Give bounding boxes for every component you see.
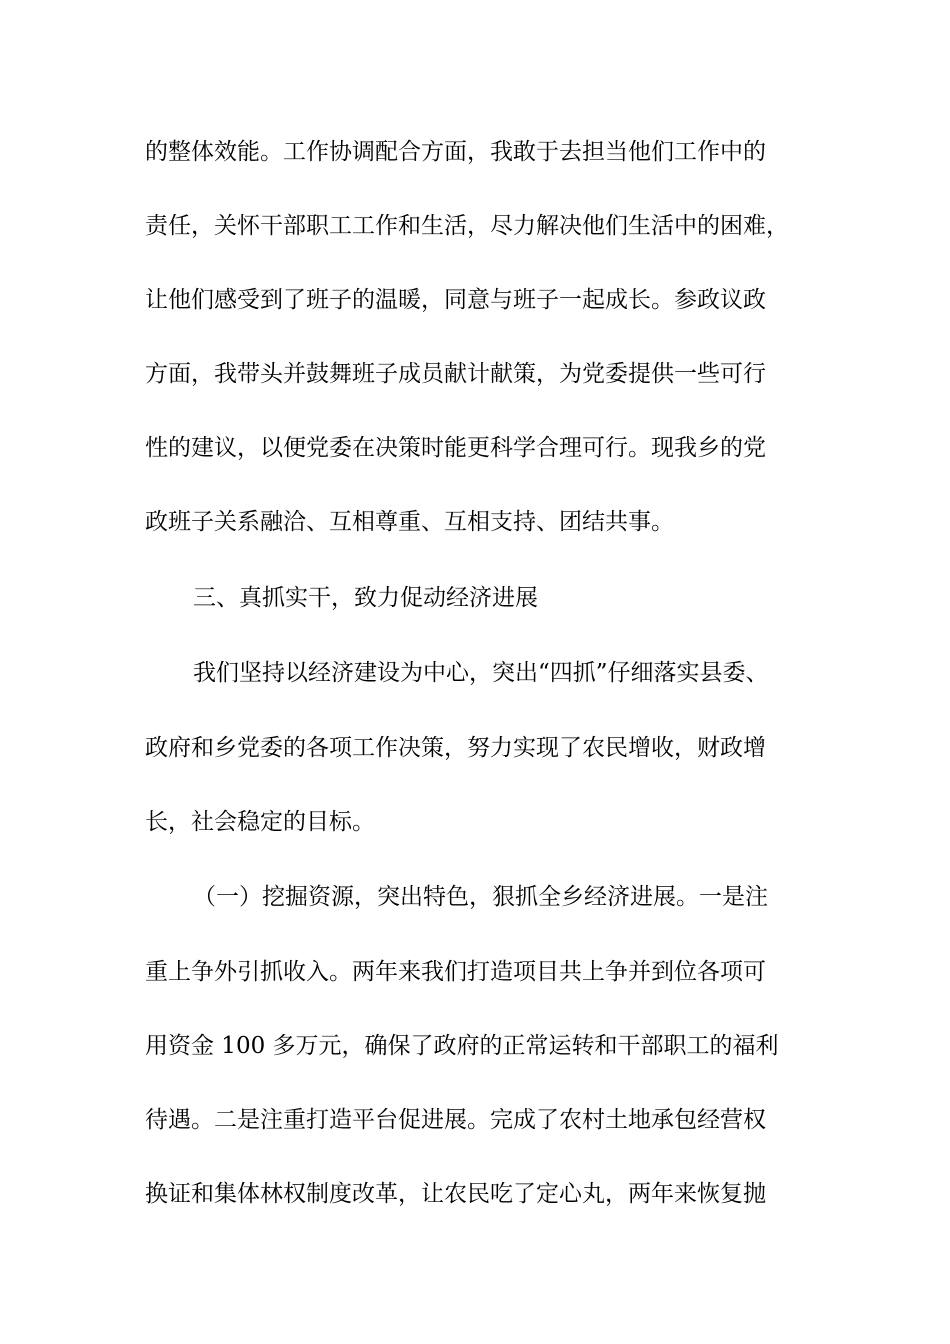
text-line: （一）挖掘资源，突出特色，狠抓全乡经济进展。一是注 [193,884,768,910]
text-line: 我们坚持以经济建设为中心，突出“四抓”仔细落实县委、 [193,660,769,686]
section-heading: 三、真抓实干，致力促动经济进展 [193,585,538,611]
text-line: 政府和乡党委的各项工作决策，努力实现了农民增收，财政增 [145,735,766,761]
text-line: 用资金 100 多万元，确保了政府的正常运转和干部职工的福利 [145,1033,779,1059]
text-line: 方面，我带头并鼓舞班子成员献计献策，为党委提供一些可行 [145,361,766,387]
text-line: 换证和集体林权制度改革，让农民吃了定心丸，两年来恢复抛 [145,1181,766,1207]
text-line: 长，社会稳定的目标。 [145,809,375,835]
text-line: 重上争外引抓收入。两年来我们打造项目共上争并到位各项可 [145,959,766,985]
text-line: 责任，关怀干部职工工作和生活，尽力解决他们生活中的困难， [145,213,789,239]
text-line: 政班子关系融洽、互相尊重、互相支持、团结共事。 [145,509,674,535]
text-line: 让他们感受到了班子的温暖，同意与班子一起成长。参政议政 [145,287,766,313]
text-line: 待遇。二是注重打造平台促进展。完成了农村土地承包经营权 [145,1107,766,1133]
text-line: 性的建议，以便党委在决策时能更科学合理可行。现我乡的党 [145,435,766,461]
text-line: 的整体效能。工作协调配合方面，我敢于去担当他们工作中的 [145,139,766,165]
